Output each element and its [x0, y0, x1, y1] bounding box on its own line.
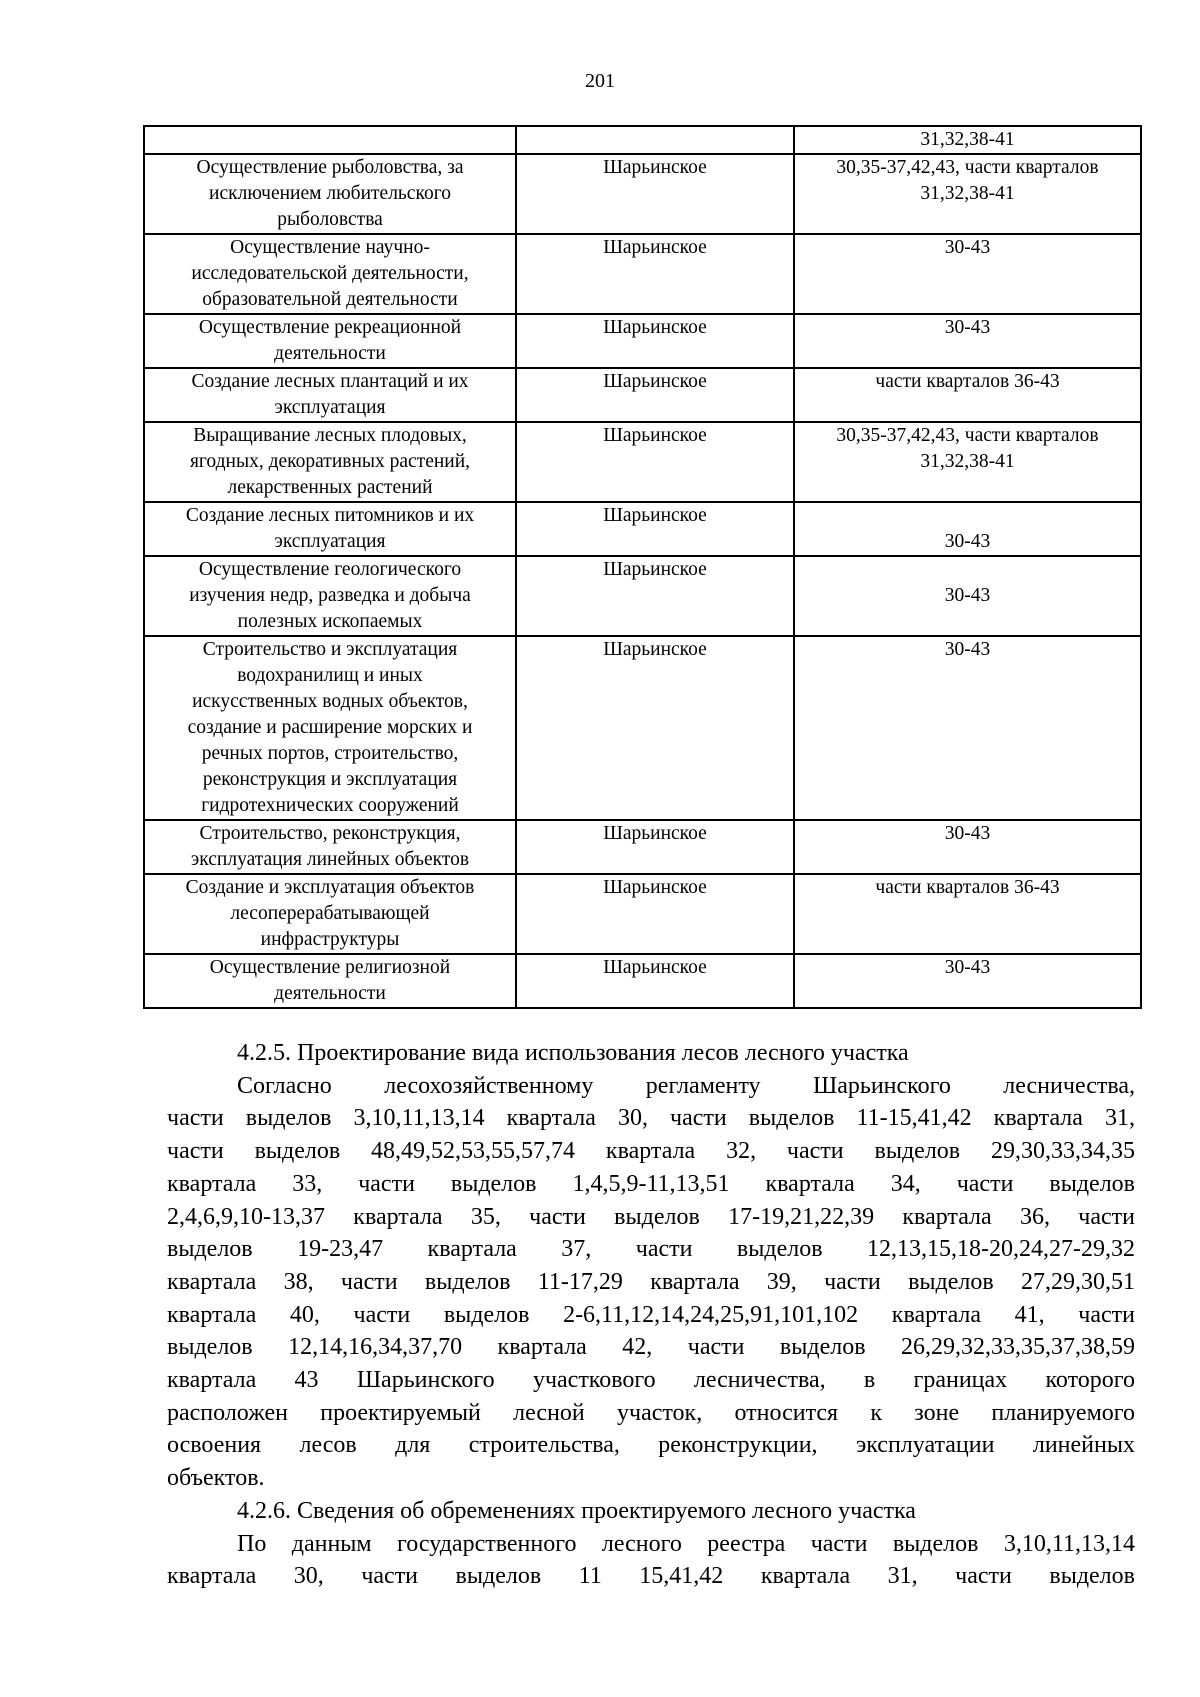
text-line: расположен проектируемый лесной участок, относится к зоне планируемого [167, 1399, 1135, 1426]
activity-cell [144, 154, 516, 234]
forestry-cell-text: Шарьинское [603, 157, 707, 178]
text-line: части выделов 3,10,11,13,14 квартала 30, части выделов 11-15,41,42 квартала 31, [167, 1105, 1135, 1132]
text-line: По данным государственного лесного реестра части выделов 3,10,11,13,14 [237, 1530, 1135, 1557]
forestry-cell-text: Шарьинское [603, 559, 707, 580]
quarters-cell-line: 30-43 [944, 585, 991, 606]
activity-cell-line: образовательной деятельности [202, 289, 458, 310]
activity-cell-line: искусственных водных объектов, [192, 691, 468, 712]
forestry-cell [516, 314, 794, 368]
quarters-cell [794, 502, 1141, 556]
forest-use-table [143, 125, 1142, 1009]
quarters-cell-line: 30-43 [944, 823, 991, 844]
quarters-cell [794, 154, 1141, 234]
activity-cell-line: рыболовства [277, 209, 383, 230]
activity-cell [144, 234, 516, 314]
table-row [144, 314, 1141, 368]
activity-cell-line: ягодных, декоративных растений, [189, 451, 471, 472]
table-row [144, 126, 1141, 154]
forestry-cell [516, 954, 794, 1008]
activity-cell-line: инфраструктуры [260, 929, 400, 950]
table-row [144, 556, 1141, 636]
table-row [144, 954, 1141, 1008]
quarters-cell-line: 30-43 [944, 317, 991, 338]
forestry-cell [516, 636, 794, 820]
section-heading-4-2-5: 4.2.5. Проектирование вида использования лесов лесного участка [237, 1040, 909, 1066]
quarters-cell [794, 368, 1141, 422]
forestry-cell [516, 556, 794, 636]
forestry-cell [516, 154, 794, 234]
table-row [144, 154, 1141, 234]
activity-cell [144, 126, 516, 154]
activity-cell-line: лекарственных растений [227, 477, 433, 498]
forestry-cell-text: Шарьинское [603, 957, 707, 978]
activity-cell-line: гидротехнических сооружений [201, 795, 459, 816]
text-line: квартала 33, части выделов 1,4,5,9-11,13,51 квартала 34, части выделов [167, 1170, 1135, 1197]
quarters-cell [794, 422, 1141, 502]
quarters-cell-line: 31,32,38-41 [920, 183, 1015, 204]
page-number: 201 [585, 70, 615, 92]
text-line: квартала 38, части выделов 11-17,29 квартала 39, части выделов 27,29,30,51 [167, 1268, 1135, 1295]
quarters-cell-line: 30,35-37,42,43, части кварталов [836, 425, 1099, 446]
activity-cell-line: исследовательской деятельности, [191, 263, 469, 284]
activity-cell-line: создание и расширение морских и [187, 717, 473, 738]
quarters-cell-line: 30,35-37,42,43, части кварталов [836, 157, 1099, 178]
activity-cell-line: Осуществление религиозной [209, 957, 451, 978]
activity-cell [144, 502, 516, 556]
quarters-cell [794, 954, 1141, 1008]
forestry-cell [516, 234, 794, 314]
text-line: квартала 30, части выделов 11 15,41,42 квартала 31, части выделов [167, 1563, 1135, 1590]
table-row [144, 502, 1141, 556]
forestry-cell-text: Шарьинское [603, 505, 707, 526]
forestry-cell-text: Шарьинское [603, 425, 707, 446]
activity-cell [144, 820, 516, 874]
text-line: объектов. [167, 1465, 265, 1492]
activity-cell-line: Создание и эксплуатация объектов [185, 877, 475, 898]
activity-cell-line: деятельности [274, 983, 386, 1004]
text-line: квартала 43 Шарьинского участкового лесничества, в границах которого [167, 1367, 1135, 1394]
forestry-cell [516, 422, 794, 502]
table-row [144, 234, 1141, 314]
activity-cell-line: эксплуатация [274, 531, 386, 552]
text-line: части выделов 48,49,52,53,55,57,74 квартала 32, части выделов 29,30,33,34,35 [167, 1138, 1135, 1165]
text-line: выделов 12,14,16,34,37,70 квартала 42, части выделов 26,29,32,33,35,37,38,59 [167, 1334, 1135, 1361]
activity-cell-line: Осуществление научно- [230, 237, 430, 258]
activity-cell-line: изучения недр, разведка и добыча [189, 585, 471, 606]
quarters-cell [794, 820, 1141, 874]
activity-cell-line: полезных ископаемых [237, 611, 423, 632]
activity-cell [144, 556, 516, 636]
activity-cell-line: Осуществление геологического [198, 559, 462, 580]
activity-cell-line: Создание лесных питомников и их [185, 505, 475, 526]
forestry-cell [516, 126, 794, 154]
activity-cell-line: Строительство и эксплуатация [202, 639, 458, 660]
forestry-cell-text: Шарьинское [603, 823, 707, 844]
activity-cell-line: Осуществление рыболовства, за [196, 157, 464, 178]
text-line: 2,4,6,9,10-13,37 квартала 35, части выделов 17-19,21,22,39 квартала 36, части [167, 1203, 1135, 1230]
forestry-cell-text: Шарьинское [603, 639, 707, 660]
activity-cell [144, 636, 516, 820]
section-heading-4-2-6: 4.2.6. Сведения об обременениях проектируемого лесного участка [237, 1497, 916, 1524]
text-line: Согласно лесохозяйственному регламенту Шарьинского лесничества, [237, 1072, 1135, 1099]
forestry-cell [516, 502, 794, 556]
quarters-cell [794, 636, 1141, 820]
table-row [144, 368, 1141, 422]
quarters-cell-line: 30-43 [944, 957, 991, 978]
activity-cell-line: эксплуатация линейных объектов [190, 849, 470, 870]
activity-cell [144, 954, 516, 1008]
quarters-cell [794, 874, 1141, 954]
table-row [144, 636, 1141, 820]
body-text [167, 1037, 1135, 1593]
activity-cell-line: Осуществление рекреационной [198, 317, 462, 338]
forestry-cell-text: Шарьинское [603, 371, 707, 392]
activity-cell-line: Строительство, реконструкция, [199, 823, 461, 844]
text-line: освоения лесов для строительства, реконструкции, эксплуатации линейных [167, 1432, 1135, 1459]
activity-cell-line: Выращивание лесных плодовых, [193, 425, 467, 446]
activity-cell-line: реконструкция и эксплуатация [202, 769, 458, 790]
quarters-cell [794, 234, 1141, 314]
activity-cell [144, 368, 516, 422]
text-line: квартала 40, части выделов 2-6,11,12,14,24,25,91,101,102 квартала 41, части [167, 1301, 1135, 1328]
activity-cell [144, 874, 516, 954]
forestry-cell-text: Шарьинское [603, 237, 707, 258]
activity-cell-line: Создание лесных плантаций и их [191, 371, 469, 392]
quarters-cell-line: части кварталов 36-43 [875, 371, 1060, 392]
quarters-cell-line: 30-43 [944, 531, 991, 552]
forestry-cell [516, 820, 794, 874]
quarters-cell-line: 31,32,38-41 [920, 451, 1015, 472]
activity-cell-line: лесоперерабатывающей [230, 903, 430, 924]
text-line: выделов 19-23,47 квартала 37, части выделов 12,13,15,18-20,24,27-29,32 [167, 1236, 1135, 1263]
activity-cell [144, 314, 516, 368]
table-row [144, 820, 1141, 874]
quarters-cell-line: 30-43 [944, 639, 991, 660]
quarters-cell-line: 30-43 [944, 237, 991, 258]
activity-cell [144, 422, 516, 502]
forestry-cell-text: Шарьинское [603, 877, 707, 898]
table-row [144, 422, 1141, 502]
table-row [144, 874, 1141, 954]
activity-cell-line: речных портов, строительство, [201, 743, 459, 764]
activity-cell-line: исключением любительского [209, 183, 451, 204]
forestry-cell-text: Шарьинское [603, 317, 707, 338]
quarters-cell-line: части кварталов 36-43 [875, 877, 1060, 898]
activity-cell-line: водохранилищ и иных [237, 665, 423, 686]
quarters-cell [794, 556, 1141, 636]
activity-cell-line: эксплуатация [274, 397, 386, 418]
forestry-cell [516, 874, 794, 954]
quarters-cell-line: 31,32,38-41 [920, 129, 1015, 150]
quarters-cell [794, 314, 1141, 368]
forestry-cell [516, 368, 794, 422]
activity-cell-line: деятельности [274, 343, 386, 364]
quarters-cell [794, 126, 1141, 154]
